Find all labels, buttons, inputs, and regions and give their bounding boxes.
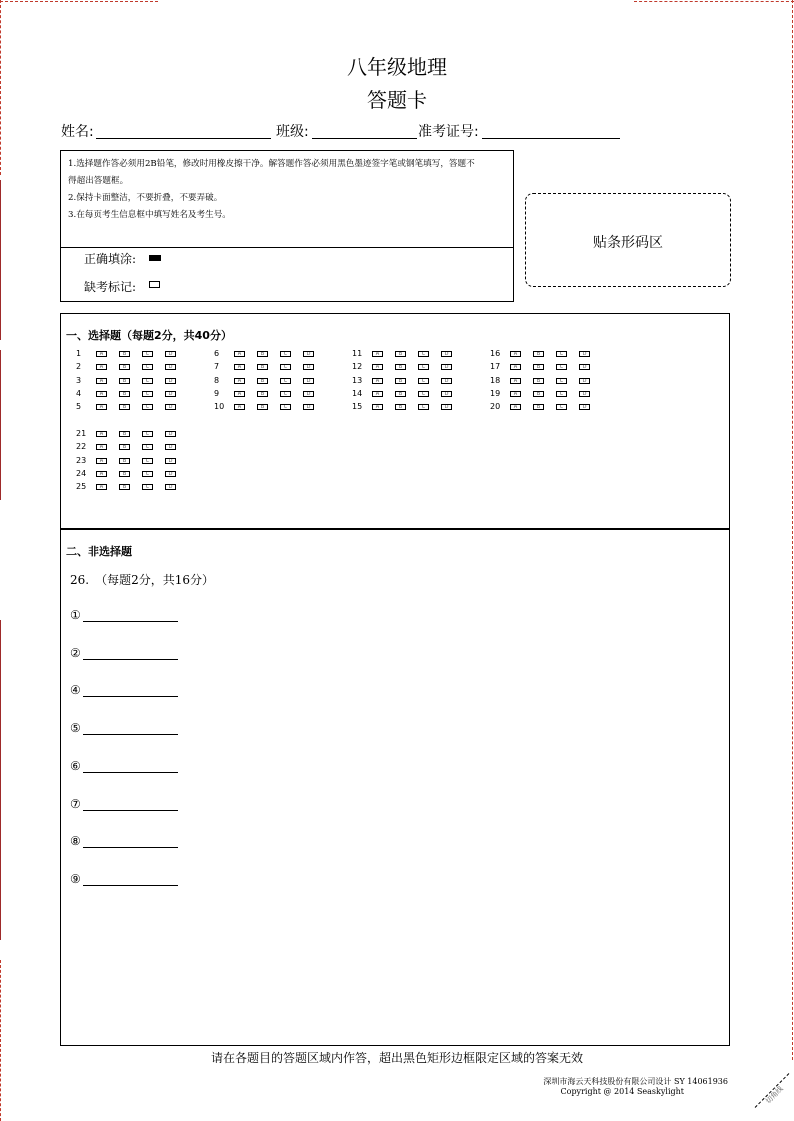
- option-bubble[interactable]: B: [257, 351, 268, 357]
- option-bubble[interactable]: C: [142, 471, 153, 477]
- option-bubble[interactable]: D: [303, 404, 314, 410]
- right-dashed-edge: [792, 0, 793, 1060]
- answer-line[interactable]: [83, 659, 178, 660]
- option-bubble[interactable]: D: [303, 351, 314, 357]
- option-bubble[interactable]: C: [556, 364, 567, 370]
- left-solid-edge-2: [0, 350, 1, 500]
- left-solid-edge-3: [0, 620, 1, 940]
- option-bubble[interactable]: D: [165, 391, 176, 397]
- option-bubble[interactable]: C: [556, 404, 567, 410]
- option-bubble[interactable]: B: [533, 391, 544, 397]
- question-number: 13: [352, 376, 363, 385]
- blank-number: ①: [70, 608, 81, 622]
- question-number: 17: [490, 362, 501, 371]
- question-number: 22: [76, 442, 87, 451]
- top-left-dashed-mark: [0, 1, 158, 2]
- option-bubble[interactable]: A: [372, 351, 383, 357]
- option-bubble[interactable]: A: [96, 431, 107, 437]
- option-bubble[interactable]: C: [142, 351, 153, 357]
- option-bubble[interactable]: D: [165, 404, 176, 410]
- option-bubble[interactable]: A: [96, 484, 107, 490]
- choice-section: [60, 313, 730, 529]
- option-bubble[interactable]: B: [395, 351, 406, 357]
- option-bubble[interactable]: A: [96, 471, 107, 477]
- question-number: 23: [76, 456, 87, 465]
- option-bubble[interactable]: D: [303, 391, 314, 397]
- answer-line[interactable]: [83, 696, 178, 697]
- notice-line-3: 2.保持卡面整洁，不要折叠，不要弄破。: [68, 193, 223, 203]
- question-number: 14: [352, 389, 363, 398]
- option-bubble[interactable]: B: [395, 378, 406, 384]
- option-bubble[interactable]: B: [119, 351, 130, 357]
- class-field[interactable]: [312, 138, 417, 139]
- option-bubble[interactable]: B: [119, 364, 130, 370]
- barcode-label: 贴条形码区: [593, 235, 663, 251]
- option-bubble[interactable]: D: [579, 391, 590, 397]
- non-choice-section-title: 二、非选择题: [66, 545, 132, 558]
- question-number: 24: [76, 469, 87, 478]
- option-bubble[interactable]: D: [165, 351, 176, 357]
- option-bubble[interactable]: B: [257, 378, 268, 384]
- option-bubble[interactable]: C: [556, 351, 567, 357]
- copyright: Copyright @ 2014 Seaskylight: [560, 1087, 684, 1096]
- question-number: 4: [76, 389, 82, 398]
- left-solid-edge-1: [0, 180, 1, 340]
- option-bubble[interactable]: D: [165, 431, 176, 437]
- option-bubble[interactable]: B: [119, 444, 130, 450]
- option-bubble[interactable]: A: [96, 404, 107, 410]
- option-bubble[interactable]: C: [142, 484, 153, 490]
- option-bubble[interactable]: A: [372, 378, 383, 384]
- question-number: 3: [76, 376, 82, 385]
- notice-line-4: 3.在每页考生信息框中填写姓名及考生号。: [68, 210, 231, 220]
- blank-number: ⑨: [70, 872, 81, 886]
- option-bubble[interactable]: B: [119, 471, 130, 477]
- option-bubble[interactable]: C: [418, 378, 429, 384]
- blank-number: ⑦: [70, 797, 81, 811]
- option-bubble[interactable]: A: [96, 391, 107, 397]
- option-bubble[interactable]: D: [165, 458, 176, 464]
- absent-label: 缺考标记:: [84, 280, 137, 294]
- option-bubble[interactable]: C: [142, 404, 153, 410]
- option-bubble[interactable]: A: [96, 378, 107, 384]
- question-number: 9: [214, 389, 220, 398]
- option-bubble[interactable]: C: [556, 378, 567, 384]
- option-bubble[interactable]: A: [234, 391, 245, 397]
- option-bubble[interactable]: B: [119, 458, 130, 464]
- option-bubble[interactable]: D: [165, 364, 176, 370]
- option-bubble[interactable]: C: [280, 351, 291, 357]
- question-number: 5: [76, 402, 82, 411]
- option-bubble[interactable]: A: [234, 378, 245, 384]
- option-bubble[interactable]: C: [418, 364, 429, 370]
- option-bubble[interactable]: B: [119, 404, 130, 410]
- absent-mark-box[interactable]: [149, 281, 160, 288]
- option-bubble[interactable]: A: [96, 351, 107, 357]
- question-number: 7: [214, 362, 220, 371]
- option-bubble[interactable]: D: [579, 364, 590, 370]
- option-bubble[interactable]: B: [533, 404, 544, 410]
- option-bubble[interactable]: D: [165, 484, 176, 490]
- option-bubble[interactable]: C: [280, 364, 291, 370]
- option-bubble[interactable]: B: [533, 378, 544, 384]
- option-bubble[interactable]: A: [372, 391, 383, 397]
- question-number: 20: [490, 402, 501, 411]
- notice-line-2: 得超出答题框。: [68, 176, 129, 186]
- option-bubble[interactable]: A: [510, 351, 521, 357]
- option-bubble[interactable]: D: [441, 404, 452, 410]
- question-number: 18: [490, 376, 501, 385]
- option-bubble[interactable]: D: [441, 351, 452, 357]
- blank-number: ⑥: [70, 759, 81, 773]
- option-bubble[interactable]: B: [533, 364, 544, 370]
- option-bubble[interactable]: C: [142, 378, 153, 384]
- option-bubble[interactable]: A: [372, 364, 383, 370]
- option-bubble[interactable]: D: [441, 391, 452, 397]
- fill-correct-label: 正确填涂:: [84, 252, 137, 266]
- option-bubble[interactable]: D: [165, 378, 176, 384]
- answer-line[interactable]: [83, 810, 178, 811]
- class-label: 班级:: [276, 124, 309, 140]
- option-bubble[interactable]: B: [257, 364, 268, 370]
- question-number: 21: [76, 429, 87, 438]
- option-bubble[interactable]: C: [142, 444, 153, 450]
- option-bubble[interactable]: B: [395, 391, 406, 397]
- option-bubble[interactable]: C: [556, 391, 567, 397]
- name-label: 姓名:: [61, 124, 94, 140]
- filled-mark-example: [149, 255, 161, 261]
- option-bubble[interactable]: C: [418, 351, 429, 357]
- exam-no-field[interactable]: [482, 138, 620, 139]
- question-number: 19: [490, 389, 501, 398]
- option-bubble[interactable]: C: [418, 404, 429, 410]
- blank-number: ⑤: [70, 721, 81, 735]
- option-bubble[interactable]: D: [165, 444, 176, 450]
- answer-line[interactable]: [83, 847, 178, 848]
- option-bubble[interactable]: B: [119, 391, 130, 397]
- option-bubble[interactable]: B: [119, 378, 130, 384]
- option-bubble[interactable]: A: [510, 391, 521, 397]
- question-number: 6: [214, 349, 220, 358]
- question-number: 25: [76, 482, 87, 491]
- question-number: 15: [352, 402, 363, 411]
- answer-line[interactable]: [83, 734, 178, 735]
- question-number: 1: [76, 349, 82, 358]
- option-bubble[interactable]: D: [441, 364, 452, 370]
- option-bubble[interactable]: B: [119, 484, 130, 490]
- answer-line[interactable]: [83, 621, 178, 622]
- option-bubble[interactable]: B: [395, 364, 406, 370]
- option-bubble[interactable]: C: [280, 391, 291, 397]
- option-bubble[interactable]: C: [280, 378, 291, 384]
- option-bubble[interactable]: C: [142, 364, 153, 370]
- exam-no-label: 准考证号:: [418, 124, 479, 140]
- name-field[interactable]: [96, 138, 271, 139]
- page-subtitle: 答题卡: [367, 88, 427, 112]
- blank-number: ④: [70, 683, 81, 697]
- option-bubble[interactable]: A: [234, 351, 245, 357]
- choice-section-title: 一、选择题（每题2分，共40分）: [66, 329, 232, 342]
- option-bubble[interactable]: A: [234, 404, 245, 410]
- option-bubble[interactable]: A: [510, 378, 521, 384]
- option-bubble[interactable]: D: [303, 378, 314, 384]
- option-bubble[interactable]: C: [142, 458, 153, 464]
- option-bubble[interactable]: B: [395, 404, 406, 410]
- option-bubble[interactable]: A: [234, 364, 245, 370]
- option-bubble[interactable]: C: [280, 404, 291, 410]
- option-bubble[interactable]: D: [579, 351, 590, 357]
- option-bubble[interactable]: B: [533, 351, 544, 357]
- question-number: 8: [214, 376, 220, 385]
- option-bubble[interactable]: B: [257, 404, 268, 410]
- option-bubble[interactable]: A: [96, 458, 107, 464]
- designer-credit: 深圳市海云天科技股份有限公司设计 SY 14061936: [543, 1077, 728, 1086]
- footer-note: 请在各题目的答题区域内作答，超出黑色矩形边框限定区域的答案无效: [210, 1051, 583, 1065]
- blank-number: ⑧: [70, 834, 81, 848]
- option-bubble[interactable]: D: [165, 471, 176, 477]
- option-bubble[interactable]: D: [579, 378, 590, 384]
- left-dashed-edge-bottom: [0, 960, 1, 1121]
- option-bubble[interactable]: D: [441, 378, 452, 384]
- answer-line[interactable]: [83, 772, 178, 773]
- question-number: 10: [214, 402, 225, 411]
- question-number: 16: [490, 349, 501, 358]
- top-right-dashed-mark: [634, 1, 794, 2]
- non-choice-section: [60, 529, 730, 1046]
- cut-corner-label: 切角线: [764, 1084, 785, 1106]
- option-bubble[interactable]: A: [510, 404, 521, 410]
- question-number: 2: [76, 362, 82, 371]
- option-bubble[interactable]: A: [372, 404, 383, 410]
- blank-number: ②: [70, 646, 81, 660]
- option-bubble[interactable]: C: [418, 391, 429, 397]
- question-number: 11: [352, 349, 363, 358]
- page-title: 八年级地理: [347, 55, 447, 79]
- option-bubble[interactable]: A: [96, 444, 107, 450]
- option-bubble[interactable]: C: [142, 431, 153, 437]
- option-bubble[interactable]: D: [303, 364, 314, 370]
- question-number: 12: [352, 362, 363, 371]
- option-bubble[interactable]: D: [579, 404, 590, 410]
- option-bubble[interactable]: C: [142, 391, 153, 397]
- option-bubble[interactable]: A: [510, 364, 521, 370]
- notice-divider: [60, 247, 513, 248]
- option-bubble[interactable]: B: [257, 391, 268, 397]
- option-bubble[interactable]: A: [96, 364, 107, 370]
- answer-line[interactable]: [83, 885, 178, 886]
- question-26-title: 26. （每题2分，共16分）: [70, 573, 214, 587]
- notice-line-1: 1.选择题作答必须用2B铅笔，修改时用橡皮擦干净。解答题作答必须用黑色墨迹签字笔或钢笔填写，答题不: [68, 159, 475, 169]
- option-bubble[interactable]: B: [119, 431, 130, 437]
